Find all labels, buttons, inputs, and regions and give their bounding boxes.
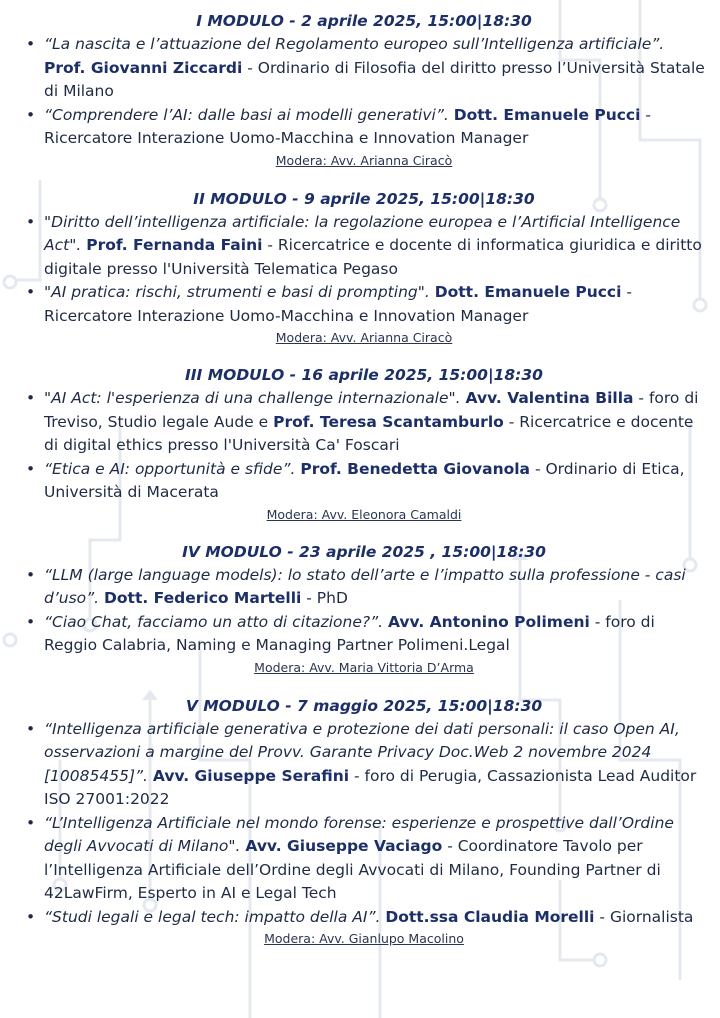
speaker-name: Avv. Antonino Polimeni xyxy=(387,612,590,631)
talk-title: "AI Act: l'esperienza di una challenge internazionale". xyxy=(44,389,461,407)
talk-list xyxy=(18,387,710,505)
talk-item xyxy=(18,281,710,328)
moderator-line: Modera: Avv. Arianna Ciracò xyxy=(275,152,453,168)
module-section xyxy=(18,10,710,170)
module-title: II MODULO - 9 aprile 2025, 15:00|18:30 xyxy=(193,189,535,208)
talk-list xyxy=(18,211,710,329)
speaker-role: - Giornalista xyxy=(594,907,694,926)
talk-item xyxy=(18,211,710,282)
module-spacer xyxy=(18,170,710,188)
talk-item xyxy=(18,718,710,812)
talk-list xyxy=(18,33,710,151)
speaker-role: - foro di Treviso, Studio legale Aude e xyxy=(44,389,699,431)
speaker-role: - foro di Perugia, Cassazionista Lead Auditor ISO 27001:2022 xyxy=(44,766,697,808)
talk-item xyxy=(18,33,710,104)
talk-title: “Comprendere l’AI: dalle basi ai modelli generativi”. xyxy=(44,105,449,124)
speaker-role: - Ricercatore Interazione Uomo-Macchina e Innovation Manager xyxy=(44,283,632,325)
module-title: IV MODULO - 23 aprile 2025 , 15:00|18:30 xyxy=(182,542,546,561)
talk-item xyxy=(18,611,710,658)
module-title: I MODULO - 2 aprile 2025, 15:00|18:30 xyxy=(196,12,532,30)
talk-title: “La nascita e l’attuazione del Regolamento europeo sull’Intelligenza artificiale”. xyxy=(44,35,665,53)
speaker-name: Avv. Valentina Billa xyxy=(465,389,634,407)
talk-item xyxy=(18,104,710,151)
speaker-role: - Ordinario di Filosofia del diritto presso l’Università Statale di Milano xyxy=(44,58,705,100)
module-section xyxy=(18,188,710,348)
talk-item xyxy=(18,812,710,906)
moderator-line: Modera: Avv. Maria Vittoria D’Arma xyxy=(254,659,474,675)
talk-list xyxy=(18,718,710,930)
talk-title: "Diritto dell’intelligenza artificiale: la regolazione europea e l’Artificial Intelligence Act". xyxy=(44,212,681,254)
talk-title: “Intelligenza artificiale generativa e protezione dei dati personali: il caso Open AI, osservazioni a margine del Provv. Garante Privacy Doc.Web 2 novembre 2024 [10085455]”. xyxy=(44,719,680,785)
talk-item xyxy=(18,387,710,458)
talk-item xyxy=(18,458,710,505)
moderator-line: Modera: Avv. Eleonora Camaldi xyxy=(266,506,462,522)
talk-title: “Studi legali e legal tech: impatto della AI”. xyxy=(44,907,381,926)
speaker-name: Prof. Teresa Scantamburlo xyxy=(273,412,504,431)
talk-title: "AI pratica: rischi, strumenti e basi di prompting". xyxy=(44,283,430,301)
module-spacer xyxy=(18,677,710,695)
speaker-name: Prof. Benedetta Giovanola xyxy=(300,459,531,478)
speaker-name: Dott. Emanuele Pucci xyxy=(453,105,641,124)
speaker-name: Dott. Federico Martelli xyxy=(104,589,302,607)
speaker-role: - foro di Reggio Calabria, Naming e Managing Partner Polimeni.Legal xyxy=(44,612,655,654)
module-section xyxy=(18,364,710,524)
speaker-name: Dott.ssa Claudia Morelli xyxy=(385,907,595,926)
speaker-role: - Ordinario di Etica, Università di Macerata xyxy=(44,459,685,501)
speaker-name: Dott. Emanuele Pucci xyxy=(434,283,622,301)
module-spacer xyxy=(18,524,710,541)
module-section xyxy=(18,541,710,677)
module-title: V MODULO - 7 maggio 2025, 15:00|18:30 xyxy=(185,696,543,715)
talk-item xyxy=(18,906,710,930)
speaker-role: - Ricercatrice e docente di digital ethics presso l'Università Ca' Foscari xyxy=(44,412,694,454)
talk-list xyxy=(18,564,710,658)
speaker-role: - Ricercatore Interazione Uomo-Macchina e Innovation Manager xyxy=(44,105,651,147)
speaker-name: Prof. Fernanda Faini xyxy=(86,236,263,254)
talk-title: “LLM (large language models): lo stato dell’arte e l’impatto sulla professione - casi d’uso”. xyxy=(44,565,686,607)
speaker-role: - PhD xyxy=(301,589,348,607)
module-section xyxy=(18,695,710,949)
speaker-role: - Ricercatrice e docente di informatica giuridica e diritto digitale presso l'Università Telematica Pegaso xyxy=(44,236,702,278)
talk-item xyxy=(18,564,710,611)
speaker-name: Prof. Giovanni Ziccardi xyxy=(44,58,243,77)
module-title: III MODULO - 16 aprile 2025, 15:00|18:30 xyxy=(185,366,543,384)
speaker-name: Avv. Giuseppe Serafini xyxy=(152,766,350,785)
speaker-role: - Coordinatore Tavolo per l’Intelligenza Artificiale dell’Ordine degli Avvocati di Milano, Founding Partner di 42LawFirm, Esperto in AI e Legal Tech xyxy=(44,837,661,902)
talk-title: “Ciao Chat, facciamo un atto di citazione?”. xyxy=(44,612,384,631)
talk-title: “L’Intelligenza Artificiale nel mondo forense: esperienze e prospettive dall’Ordine degli Avvocati di Milano". xyxy=(44,813,674,855)
talk-title: “Etica e AI: opportunità e sfide”. xyxy=(44,459,296,478)
moderator-line: Modera: Avv. Gianlupo Macolino xyxy=(264,931,464,946)
moderator-line: Modera: Avv. Arianna Ciracò xyxy=(275,330,453,345)
module-spacer xyxy=(18,347,710,364)
speaker-name: Avv. Giuseppe Vaciago xyxy=(245,837,443,855)
